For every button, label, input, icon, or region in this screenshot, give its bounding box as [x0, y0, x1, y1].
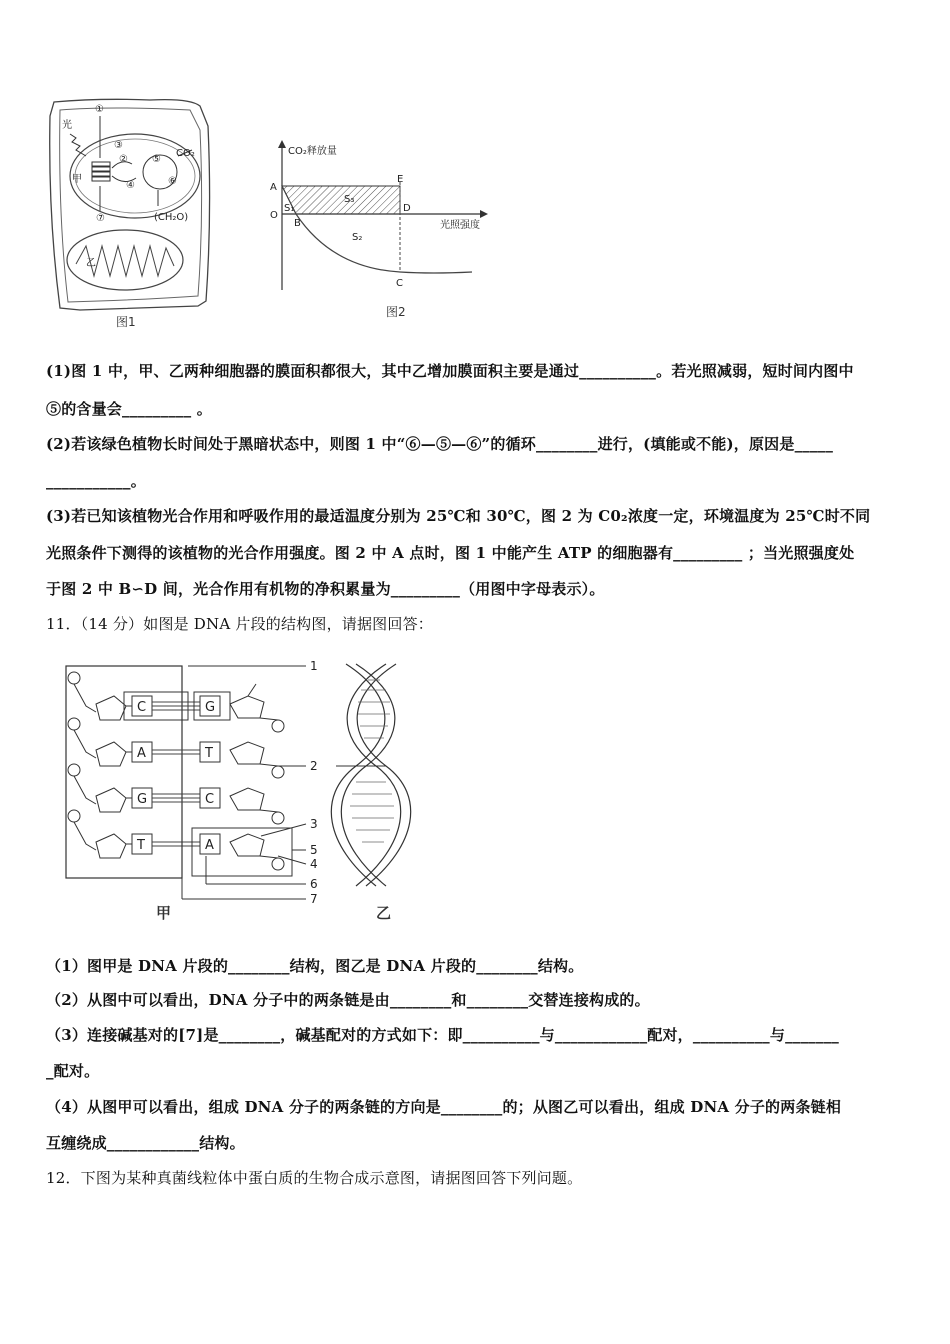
fig2-point-e: E — [397, 174, 404, 185]
dna-caption-a: 甲 — [156, 904, 172, 922]
q10-part1-line1: (1)图 1 中，甲、乙两种细胞器的膜面积都很大，其中乙增加膜面积主要是通过__________。若光照减弱，短时间内图中 — [46, 362, 854, 380]
q10-part3-line2: 光照条件下测得的该植物的光合作用强度。图 2 中 A 点时，图 1 中能产生 ATP 的细胞器有_________ ；当光照强度处 — [46, 544, 855, 562]
dna-label-7: 7 — [310, 892, 318, 906]
q12-heading: 12．下图为某种真菌线粒体中蛋白质的生物合成示意图，请据图回答下列问题。 — [46, 1169, 583, 1187]
dna-base-left-2: A — [137, 746, 146, 761]
fig1-num-3: ③ — [114, 140, 123, 151]
fig1-ch2o-label: (CH₂O) — [154, 212, 189, 223]
dna-base-left-4: T — [137, 838, 145, 853]
q10-part3-line1: (3)若已知该植物光合作用和呼吸作用的最适温度分别为 25℃和 30℃，图 2 为 C0₂浓度一定，环境温度为 25℃时不同 — [46, 507, 871, 525]
q10-part1-line2: ⑤的含量会_________ 。 — [46, 400, 212, 418]
fig2-caption: 图2 — [386, 305, 406, 319]
dna-label-3: 3 — [310, 817, 318, 831]
dna-base-left-1: C — [137, 700, 147, 715]
q11-part4-line2: 互缠绕成____________结构。 — [46, 1134, 245, 1152]
dna-base-right-2: T — [205, 746, 213, 761]
q10-part2-line2: ___________。 — [46, 472, 146, 490]
dna-base-right-3: C — [205, 792, 215, 807]
dna-label-4: 4 — [310, 857, 318, 871]
fig1-organelle-a-label: 甲 — [72, 174, 82, 185]
q10-part2-line1: (2)若该绿色植物长时间处于黑暗状态中，则图 1 中“⑥—⑤—⑥”的循环________进行，(填能或不能)，原因是_____ — [46, 435, 834, 453]
q11-part3-line2: _配对。 — [46, 1062, 100, 1080]
fig2-point-d: D — [403, 203, 411, 214]
fig1-num-2: ② — [119, 154, 128, 165]
q11-part3-line1: （3）连接碱基对的[7]是________，碱基配对的方式如下：即__________与____________配对，__________与_______ — [46, 1026, 839, 1044]
fig1-num-4: ④ — [126, 180, 135, 191]
fig2-region-s3: S₃ — [344, 194, 355, 205]
q11-heading: 11．（14 分）如图是 DNA 片段的结构图，请据图回答： — [46, 615, 433, 633]
fig1-caption: 图1 — [116, 315, 136, 329]
fig2-point-c: C — [396, 278, 403, 289]
dna-label-2: 2 — [310, 759, 318, 773]
fig2-x-axis-label: 光照强度 — [440, 220, 480, 231]
fig2-point-b: B — [294, 218, 301, 229]
fig2-y-axis-label: CO₂释放量 — [288, 146, 337, 157]
dna-base-left-3: G — [137, 792, 148, 807]
fig1-num-5: ⑤ — [152, 154, 161, 165]
figure-2-light-curve — [262, 140, 492, 325]
q11-part1: （1）图甲是 DNA 片段的________结构，图乙是 DNA 片段的________结构。 — [46, 957, 584, 975]
dna-caption-b: 乙 — [376, 904, 392, 922]
dna-label-5: 5 — [310, 843, 318, 857]
fig1-num-6: ⑥ — [168, 176, 177, 187]
fig2-region-s2: S₂ — [352, 232, 363, 243]
fig1-organelle-b-label: 乙 — [86, 258, 96, 269]
fig1-num-7: ⑦ — [96, 213, 105, 224]
figure-1-cell-diagram — [40, 96, 250, 336]
dna-base-right-1: G — [205, 700, 216, 715]
dna-base-right-4: A — [205, 838, 214, 853]
dna-label-6: 6 — [310, 877, 318, 891]
fig2-point-o: O — [270, 210, 278, 221]
fig1-num-1: ① — [95, 104, 104, 115]
fig1-light-label: 光 — [62, 120, 72, 131]
fig2-point-a: A — [270, 182, 277, 193]
q10-part3-line3: 于图 2 中 B∽D 间，光合作用有机物的净积累量为_________（用图中字母表示）。 — [46, 580, 605, 598]
q11-part2: （2）从图中可以看出，DNA 分子中的两条链是由________和________交替连接构成的。 — [46, 991, 650, 1009]
fig1-co2-label: CO₂ — [176, 148, 195, 159]
figure-dna-structure — [56, 656, 436, 926]
fig2-region-s1: S₁ — [284, 203, 295, 214]
q11-part4-line1: （4）从图甲可以看出，组成 DNA 分子的两条链的方向是________的；从图乙可以看出，组成 DNA 分子的两条链相 — [46, 1098, 842, 1116]
dna-label-1: 1 — [310, 659, 318, 673]
